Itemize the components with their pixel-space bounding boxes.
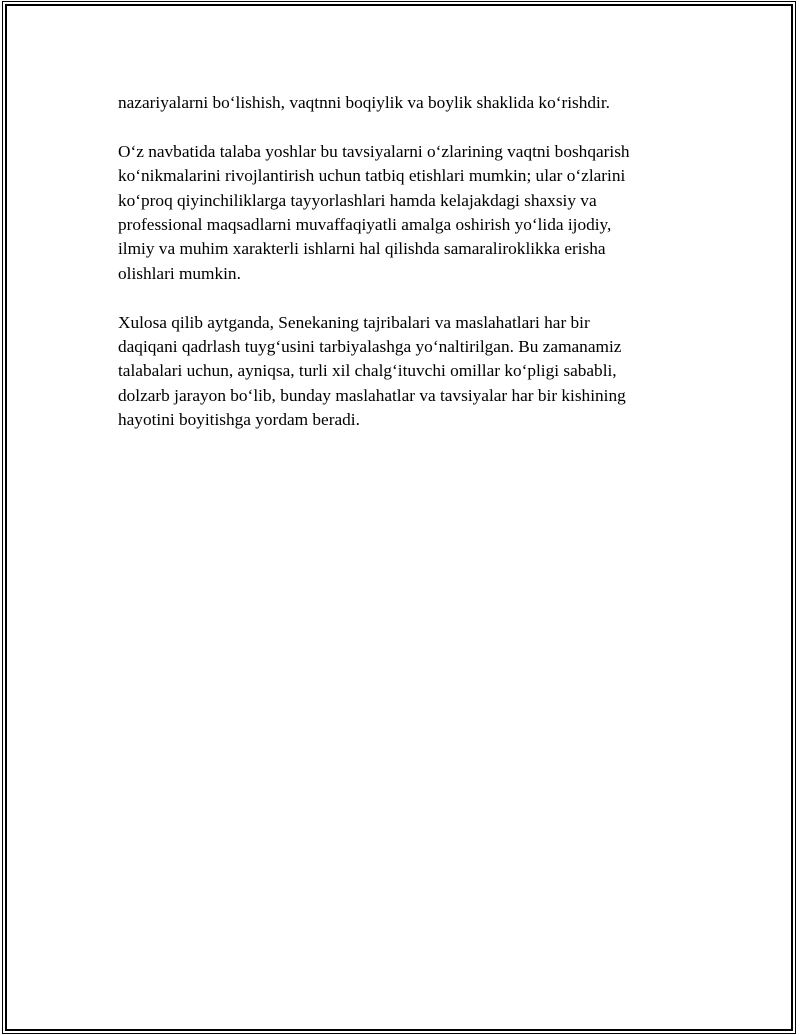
paragraph-1 xyxy=(118,91,678,115)
text-line: hayotini boyitishga yordam beradi. xyxy=(118,410,360,430)
text-line: professional maqsadlarni muvaffaqiyatli amalga oshirish yo‘lida ijodiy, xyxy=(118,215,612,235)
text-line: olishlari mumkin. xyxy=(118,263,241,283)
paragraph-2 xyxy=(118,140,678,286)
document-body xyxy=(118,91,678,433)
text-line: daqiqani qadrlash tuyg‘usini tarbiyalashga yo‘naltirilgan. Bu zamanamiz xyxy=(118,337,622,357)
text-line: Xulosa qilib aytganda, Senekaning tajribalari va maslahatlari har bir xyxy=(118,312,590,332)
text-line: ko‘proq qiyinchiliklarga tayyorlashlari hamda kelajakdagi shaxsiy va xyxy=(118,190,597,210)
text-line: nazariyalarni bo‘lishish, vaqtnni boqiylik va boylik shaklida ko‘rishdir. xyxy=(118,93,610,112)
text-line: ko‘nikmalarini rivojlantirish uchun tatbiq etishlari mumkin; ular o‘zlarini xyxy=(118,166,626,186)
text-line: talabalari uchun, ayniqsa, turli xil chalg‘ituvchi omillar ko‘pligi sababli, xyxy=(118,361,617,381)
text-line: ilmiy va muhim xarakterli ishlarni hal qilishda samaraliroklikka erisha xyxy=(118,239,606,259)
text-line: dolzarb jarayon bo‘lib, bunday maslahatlar va tavsiyalar har bir kishining xyxy=(118,385,626,405)
text-line: O‘z navbatida talaba yoshlar bu tavsiyalarni o‘zlarining vaqtni boshqarish xyxy=(118,141,630,161)
paragraph-3 xyxy=(118,311,678,433)
